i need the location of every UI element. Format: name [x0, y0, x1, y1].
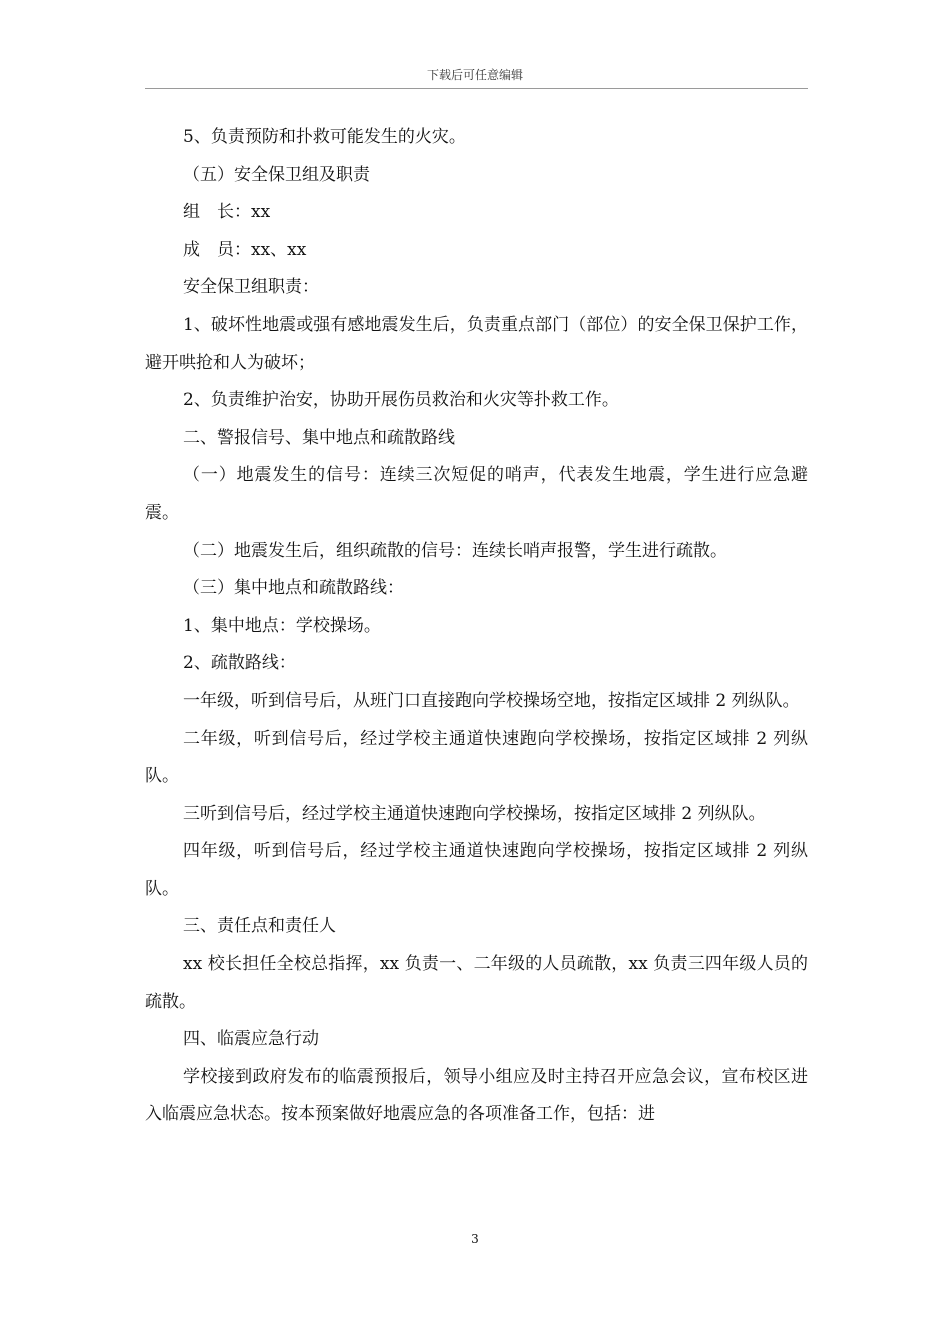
paragraph: 一年级，听到信号后，从班门口直接跑向学校操场空地，按指定区域排 2 列纵队。: [183, 690, 800, 711]
paragraph: 1、集中地点：学校操场。: [183, 615, 381, 636]
header-divider: [145, 88, 808, 89]
paragraph: 三听到信号后，经过学校主通道快速跑向学校操场，按指定区域排 2 列纵队。: [183, 803, 766, 824]
paragraph: 1、破坏性地震或强有感地震发生后，负责重点部门（部位）的安全保卫保护工作，避开哄抢和人为破坏；: [145, 314, 808, 373]
paragraph: 5、负责预防和扑救可能发生的火灾。: [183, 127, 466, 147]
paragraph: xx 校长担任全校总指挥，xx 负责一、二年级的人员疏散，xx 负责三四年级人员的疏散。: [145, 954, 808, 1012]
section-heading: 四、临震应急行动: [183, 1029, 319, 1050]
paragraph: 组 长：xx: [183, 202, 271, 223]
paragraph: （一）地震发生的信号：连续三次短促的哨声，代表发生地震，学生进行应急避震。: [145, 465, 808, 523]
paragraph: 安全保卫组职责：: [183, 277, 319, 298]
section-heading: 三、责任点和责任人: [183, 916, 336, 937]
paragraph: （二）地震发生后，组织疏散的信号：连续长哨声报警，学生进行疏散。: [183, 540, 727, 561]
paragraph: 四年级，听到信号后，经过学校主通道快速跑向学校操场，按指定区域排 2 列纵队。: [145, 841, 808, 899]
document-body: [145, 119, 808, 1134]
paragraph: 2、疏散路线：: [183, 653, 296, 674]
paragraph: 2、负责维护治安，协助开展伤员救治和火灾等扑救工作。: [183, 390, 619, 411]
section-heading: （五）安全保卫组及职责: [183, 164, 370, 185]
section-heading: 二、警报信号、集中地点和疏散路线: [183, 427, 455, 448]
paragraph: （三）集中地点和疏散路线：: [183, 578, 404, 599]
paragraph: 二年级，听到信号后，经过学校主通道快速跑向学校操场，按指定区域排 2 列纵队。: [145, 728, 808, 787]
page-header: 下载后可任意编辑: [426, 68, 523, 82]
paragraph: 学校接到政府发布的临震预报后，领导小组应及时主持召开应急会议，宣布校区进入临震应急状态。按本预案做好地震应急的各项准备工作，包括：进: [145, 1066, 808, 1125]
page-number: 3: [471, 1232, 479, 1246]
paragraph: 成 员：xx、xx: [183, 239, 307, 260]
